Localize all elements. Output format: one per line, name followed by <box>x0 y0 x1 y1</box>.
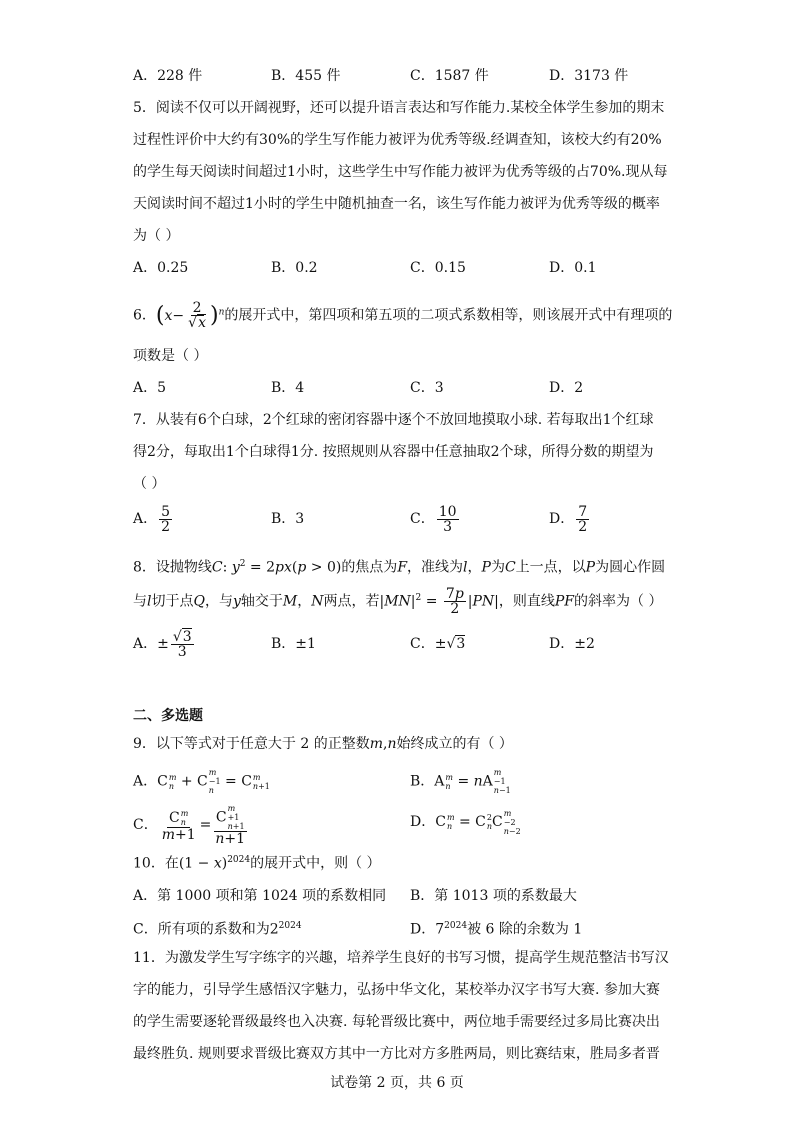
q7-line-3: （ ） <box>133 476 166 492</box>
q10-option-a: A．第 1000 项和第 1024 项的系数相同 <box>133 888 387 904</box>
q11-line-1: 11．为激发学生写字练字的兴趣，培养学生良好的书写习惯，提高学生规范整洁书写汉 <box>133 950 669 966</box>
q9-option-c: C． C m n m+1 = C m +1 n+1 n+1 <box>133 804 246 847</box>
q5-line-1: 5．阅读不仅可以开阔视野，还可以提升语言表达和写作能力.某校全体学生参加的期末 <box>133 100 665 116</box>
q7-option-d: D． $\frac{7}{2}$ <box>549 503 588 535</box>
q6-option-b: B．4 <box>271 380 305 396</box>
q6-option-d: D．2 <box>549 380 584 396</box>
q6-binomial: (x− $\frac{2}{√x}$ )$^n$ <box>155 300 225 332</box>
q11-line-2: 字的能力，引导学生感悟汉字魅力，弘扬中华文化，某校举办汉字书写大赛. 参加大赛 <box>133 982 660 998</box>
q8-option-d: D．±2 <box>549 636 595 652</box>
q4-option-b: B．455 件 <box>271 68 341 84</box>
q10-option-b: B．第 1013 项的系数最大 <box>410 888 577 904</box>
q6-text: 的展开式中，第四项和第五项的二项式系数相等，则该展开式中有理项的 <box>224 307 673 324</box>
q5-line-5: 为（ ） <box>133 228 180 244</box>
q4-option-c: C．1587 件 <box>410 68 489 84</box>
q7-line-1: 7．从装有6个白球，2个红球的密闭容器中逐个不放回地摸取小球. 若每取出1个红球 <box>133 412 654 428</box>
q4-option-d: D．3173 件 <box>549 68 629 84</box>
page-footer: 试卷第 2 页，共 6 页 <box>330 1075 464 1091</box>
q9-option-a: A．C m n + C m −1 n = C m n+1 <box>133 768 270 795</box>
q7-options <box>133 502 664 536</box>
q11-line-4: 最终胜负. 规则要求晋级比赛双方其中一方比对方多胜两局，则比赛结束，胜局多者晋 <box>133 1046 660 1062</box>
q9-option-d: D．C m n = C2 n C m −2 n−2 <box>410 808 521 836</box>
q8-option-b: B．±1 <box>271 636 316 652</box>
q11-line-3: 的学生需要逐轮晋级最终也入决赛. 每轮晋级比赛中，两位地手需要经过多局比赛决出 <box>133 1014 660 1030</box>
q9-options-row-2 <box>133 804 664 847</box>
q8-option-a: A．± $\frac{√3}{3}$ <box>133 628 192 660</box>
q6-option-a: A．5 <box>133 380 167 396</box>
q5-option-c: C．0.15 <box>410 260 466 276</box>
q7-option-a: A． $\frac{5}{2}$ <box>133 503 171 535</box>
q9-option-b: B．A m n = nA m −1 n−1 <box>410 768 511 795</box>
q4-option-a: A．228 件 <box>133 68 203 84</box>
q9-stem: 9．以下等式对于任意大于 2 的正整数m,n始终成立的有（ ） <box>133 736 513 752</box>
q5-option-d: D．0.1 <box>549 260 597 276</box>
q7-option-c: C． $\frac{10}{3}$ <box>410 503 457 535</box>
q7-option-b: B．3 <box>271 511 305 527</box>
q5-option-a: A．0.25 <box>133 260 189 276</box>
q6-stem <box>133 296 673 332</box>
q6-number: 6． <box>133 307 156 324</box>
q7-line-2: 得2分，每取出1个白球得1分. 按照规则从容器中任意抽取2个球，所得分数的期望为 <box>133 444 654 460</box>
q5-line-2: 过程性评价中大约有30%的学生写作能力被评为优秀等级.经调查知，该校大约有20% <box>133 132 662 148</box>
q6-line-2: 项数是（ ） <box>133 348 208 364</box>
q10-option-c: C．所有项的系数和为$2^{2024}$ <box>133 921 302 938</box>
q5-line-3: 的学生每天阅读时间超过1小时，这些学生中写作能力被评为优秀等级的占70%.现从每 <box>133 164 668 180</box>
q8-line-2: 与l切于点Q，与y轴交于M，N两点，若$|MN|^2$ = $\frac{7p}{2}$ |PN|，则直线PF的斜率为（ ） <box>133 586 663 618</box>
q8-line-1: 8．设抛物线C: $y^2 = 2px(p > 0)$的焦点为F，准线为l，P为C上一点，以P为圆心作圆 <box>133 559 666 576</box>
q10-stem: 10．在$(1 - x)^{2024}$的展开式中，则（ ） <box>133 855 381 872</box>
q8-option-c: C．±√3 <box>410 636 466 652</box>
q6-option-c: C．3 <box>410 380 444 396</box>
q5-line-4: 天阅读时间不超过1小时的学生中随机抽查一名，该生写作能力被评为优秀等级的概率 <box>133 196 660 212</box>
q10-option-d: D．$7^{2024}$被 6 除的余数为 1 <box>410 921 583 938</box>
q8-options <box>133 626 664 662</box>
q5-option-b: B．0.2 <box>271 260 318 276</box>
section-heading: 二、多选题 <box>133 708 203 724</box>
